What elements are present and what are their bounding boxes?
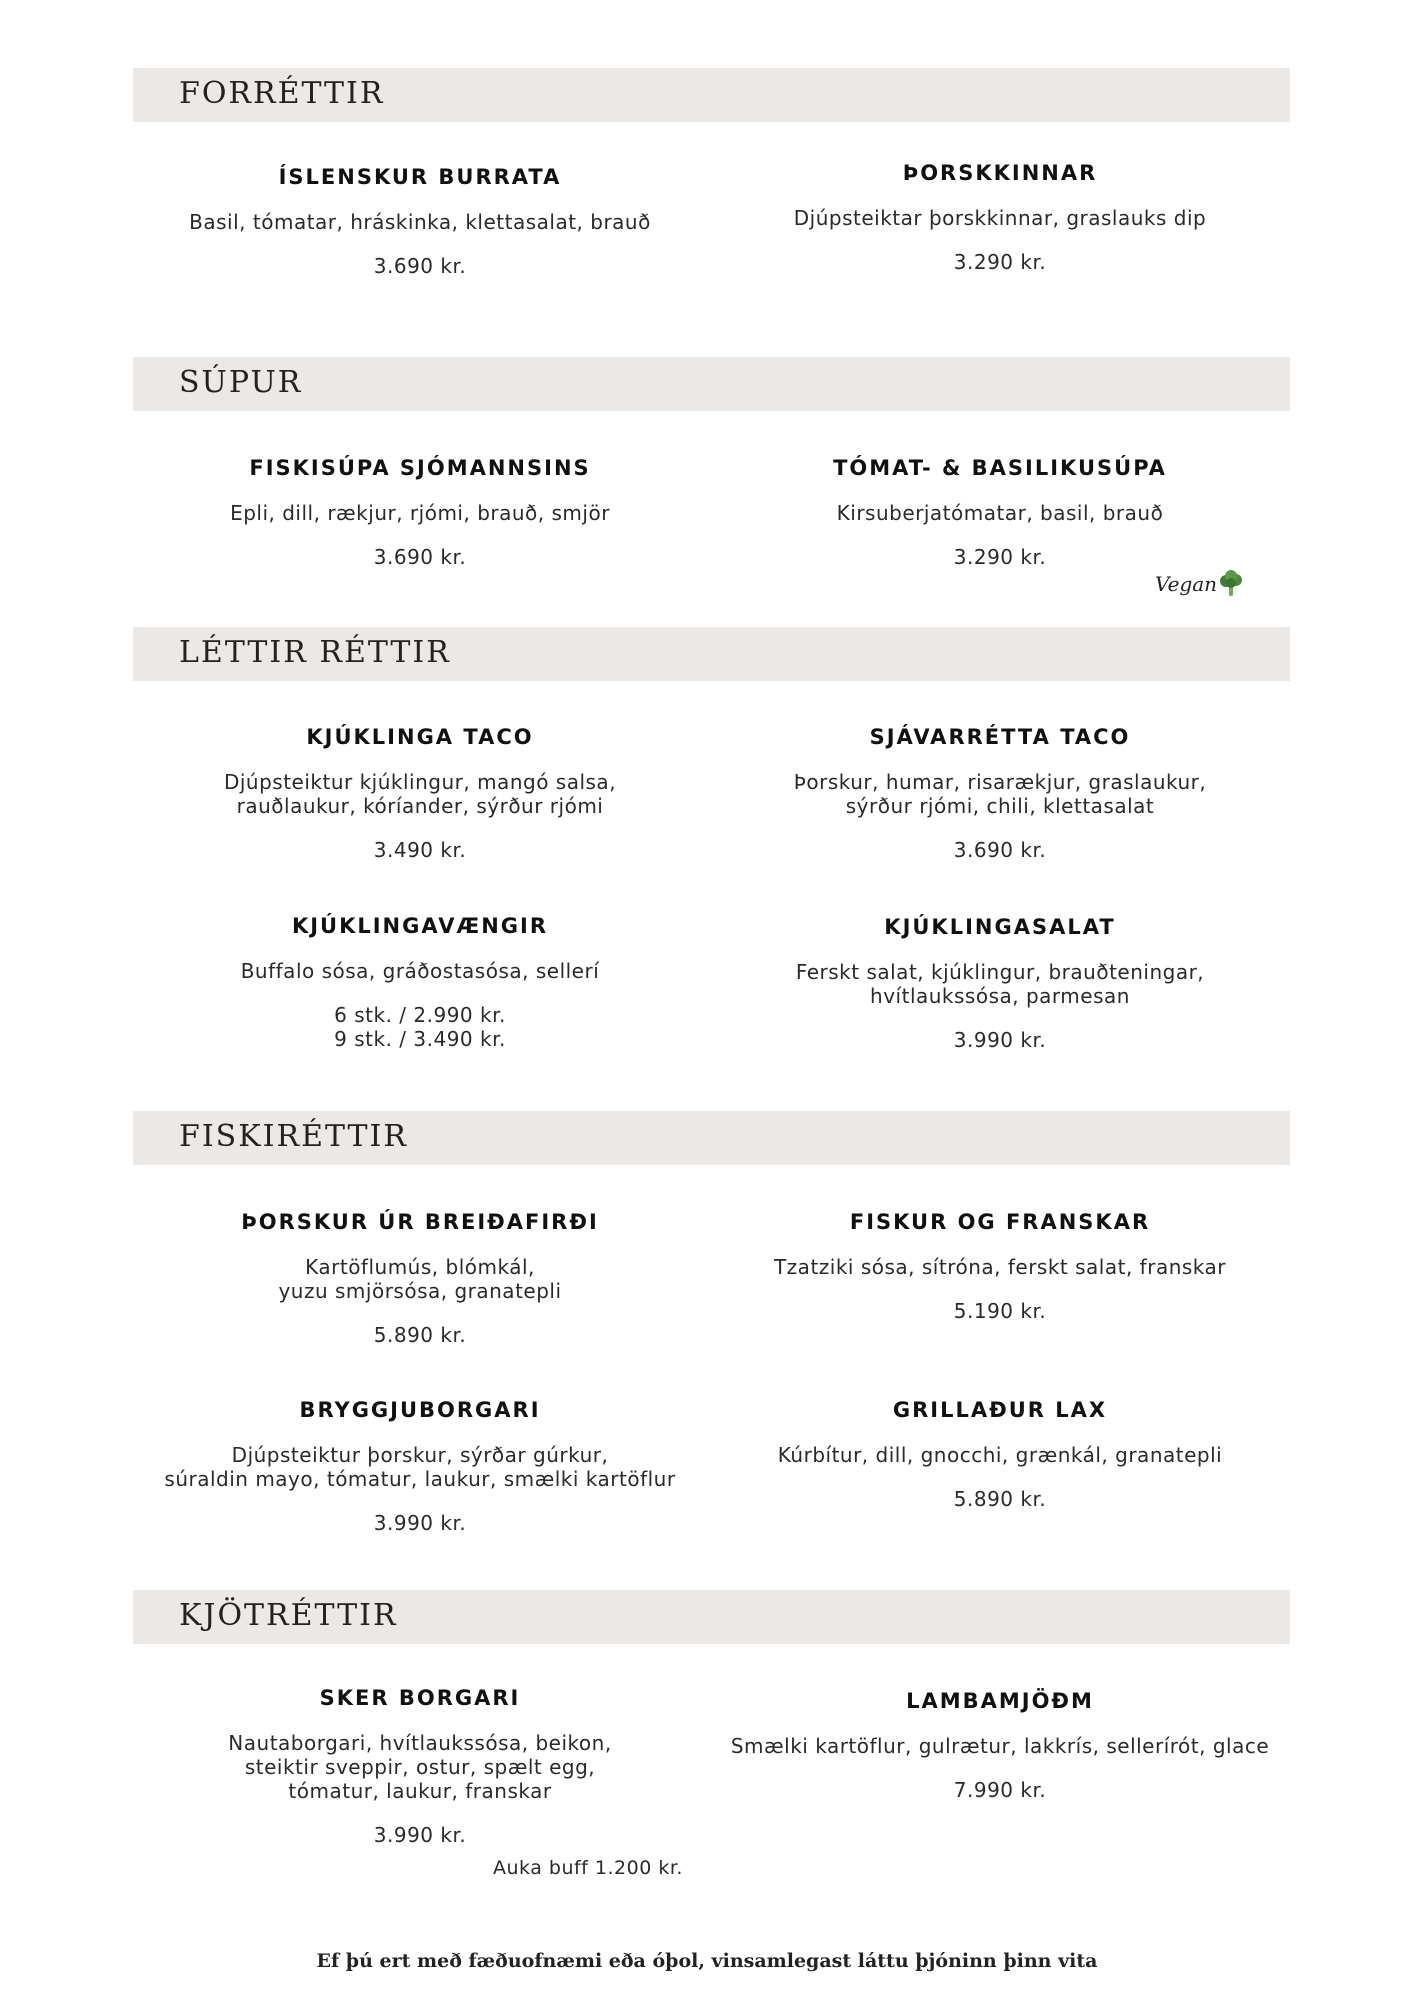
item-description-line: yuzu smjörsósa, granatepli [278,1279,562,1303]
item-price [120,838,720,862]
allergy-notice: Ef þú ert með fæðuofnæmi eða óþol, vinsamlegast láttu þjóninn þinn vita [316,1950,1098,1972]
item-price-line: 5.890 kr. [373,1323,467,1347]
item-price-line: 3.290 kr. [953,545,1047,569]
section-header-light-dishes [133,627,1290,681]
item-description-line: Kartöflumús, blómkál, [305,1255,535,1279]
menu-item [700,1397,1300,1511]
item-description-line: Epli, dill, rækjur, rjómi, brauð, smjör [230,501,610,525]
menu-item [120,1397,720,1535]
item-price [700,1299,1300,1323]
item-price [120,545,720,569]
item-name: SKER BORGARI [319,1686,521,1710]
item-price-line: 3.990 kr. [373,1511,467,1535]
item-name: FISKISÚPA SJÓMANNSINS [249,456,591,480]
item-price-line: 5.190 kr. [953,1299,1047,1323]
item-description-line: sýrður rjómi, chili, klettasalat [845,794,1155,818]
item-price [700,545,1300,569]
section-title: FORRÉTTIR [179,76,385,111]
menu-item [700,160,1300,274]
menu-item [120,455,720,569]
item-description-line: Basil, tómatar, hráskinka, klettasalat, brauð [189,210,651,234]
item-description-line: Djúpsteiktur þorskur, sýrðar gúrkur, [231,1443,609,1467]
item-price [120,1511,720,1535]
item-price [120,1003,720,1051]
item-description-line: Buffalo sósa, gráðostasósa, sellerí [240,959,600,983]
item-description-line: tómatur, laukur, franskar [288,1779,552,1803]
item-price [700,250,1300,274]
item-description-line: Djúpsteiktur kjúklingur, mangó salsa, [223,770,617,794]
menu-item [700,914,1300,1052]
item-description-line: Kirsuberjatómatar, basil, brauð [836,501,1164,525]
item-price-line: 9 stk. / 3.490 kr. [334,1027,506,1051]
item-description [700,1734,1300,1758]
item-name: KJÚKLINGASALAT [884,915,1116,939]
item-description-line: Tzatziki sósa, sítróna, ferskt salat, franskar [773,1255,1227,1279]
item-description-line: Ferskt salat, kjúklingur, brauðteningar, [795,960,1205,984]
item-price-line: 3.290 kr. [953,250,1047,274]
item-name: ÞORSKKINNAR [902,161,1098,185]
menu-item [120,1685,720,1847]
item-description [120,1255,720,1303]
item-description [120,1731,720,1803]
item-description [700,960,1300,1008]
menu-item [700,1688,1300,1802]
section-title: FISKIRÉTTIR [179,1119,408,1154]
item-description [120,501,720,525]
menu-item [120,164,720,278]
section-title: SÚPUR [179,365,303,400]
item-name: ÍSLENSKUR BURRATA [278,165,562,189]
item-price [120,254,720,278]
menu-item [120,1209,720,1347]
item-description [700,501,1300,525]
item-description-line: Þorskur, humar, risarækjur, graslaukur, [793,770,1207,794]
item-description [700,1443,1300,1467]
section-title: LÉTTIR RÉTTIR [179,635,451,670]
item-description-line: Djúpsteiktar þorskkinnar, graslauks dip [793,206,1207,230]
item-price [700,1487,1300,1511]
item-price [700,838,1300,862]
item-price [120,1323,720,1347]
extra-patty-note: Auka buff 1.200 kr. [493,1857,683,1879]
menu-item [700,455,1300,569]
item-price-line: 3.690 kr. [373,254,467,278]
section-header-meat-dishes [133,1590,1290,1644]
item-description-line: rauðlaukur, kóríander, sýrður rjómi [236,794,604,818]
item-name: SJÁVARRÉTTA TACO [869,725,1131,749]
menu-item [700,724,1300,862]
menu-item [120,724,720,862]
menu-item [700,1209,1300,1323]
item-description-line: hvítlaukssósa, parmesan [870,984,1130,1008]
section-header-soups [133,357,1290,411]
broccoli-icon [1218,570,1244,598]
menu-item [120,913,720,1051]
item-description [700,770,1300,818]
item-description-line: súraldin mayo, tómatur, laukur, smælki kartöflur [164,1467,676,1491]
item-description [120,210,720,234]
item-description-line: steiktir sveppir, ostur, spælt egg, [244,1755,596,1779]
item-name: ÞORSKUR ÚR BREIÐAFIRÐI [241,1210,599,1234]
item-price-line: 3.990 kr. [373,1823,467,1847]
section-header-fish-dishes [133,1111,1290,1165]
item-name: TÓMAT- & BASILIKUSÚPA [833,456,1167,480]
item-name: KJÚKLINGAVÆNGIR [291,914,549,938]
vegan-label: Vegan [1155,572,1218,596]
item-price-line: 3.690 kr. [373,545,467,569]
item-description [700,206,1300,230]
item-description [700,1255,1300,1279]
item-price [700,1028,1300,1052]
item-name: BRYGGJUBORGARI [299,1398,541,1422]
item-price [120,1823,720,1847]
item-description [120,770,720,818]
item-price-line: 6 stk. / 2.990 kr. [334,1003,506,1027]
item-price-line: 7.990 kr. [953,1778,1047,1802]
item-description-line: Nautaborgari, hvítlaukssósa, beikon, [228,1731,612,1755]
item-price-line: 3.690 kr. [953,838,1047,862]
item-description [120,1443,720,1491]
item-name: GRILLAÐUR LAX [892,1398,1108,1422]
item-name: KJÚKLINGA TACO [306,725,534,749]
item-price-line: 3.990 kr. [953,1028,1047,1052]
item-description-line: Kúrbítur, dill, gnocchi, grænkál, granatepli [777,1443,1223,1467]
item-name: LAMBAMJÖÐM [906,1689,1094,1713]
item-price-line: 3.490 kr. [373,838,467,862]
item-description-line: Smælki kartöflur, gulrætur, lakkrís, sellerírót, glace [730,1734,1270,1758]
item-name: FISKUR OG FRANSKAR [849,1210,1151,1234]
section-title: KJÖTRÉTTIR [179,1598,398,1633]
item-description [120,959,720,983]
item-price-line: 5.890 kr. [953,1487,1047,1511]
item-price [700,1778,1300,1802]
section-header-starters [133,68,1290,122]
